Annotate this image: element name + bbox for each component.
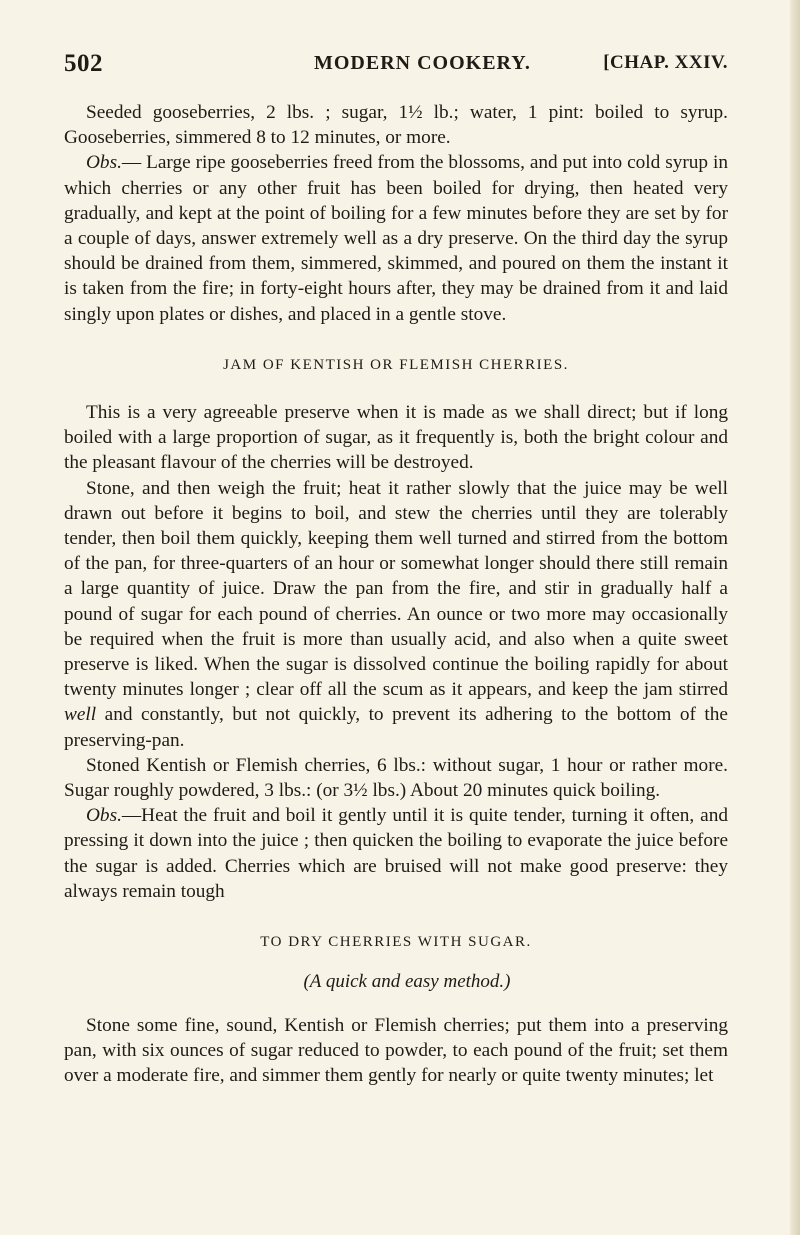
jam-method-paragraph — [64, 476, 728, 753]
jam-method-text-a: Stone, and then weigh the fruit; heat it rather slowly that the juice may be well drawn out before it begins to boil, and stew the cherries until they are tolerably tender, then boil them quickly, keeping them well turned and stirred from the bottom of the pan, for three-quarters of an hour or somewhat longer should there still remain a large quantity of juice. Draw the pan from the fire, and stir in gradually half a pound of sugar for each pound of cherries. An ounce or two more may occasionally be required when the fruit is more than usually acid, and also when a quite sweet preserve is liked. When the sugar is dissolved continue the boiling rapidly for about twenty minutes longer ; clear off all the scum as it appears, and keep the jam stirred — [64, 477, 728, 701]
section-heading-jam: JAM OF KENTISH OR FLEMISH CHERRIES. — [223, 356, 569, 373]
dry-method-paragraph: Stone some fine, sound, Kentish or Flemish cherries; put them into a preserving pan, with six ounces of sugar reduced to powder, to each pound of the fruit; set them over a moderate fire, and simmer them gently for nearly or quite twenty minutes; let — [64, 1014, 728, 1086]
jam-observation — [64, 803, 728, 904]
obs-text: — Large ripe gooseberries freed from the blossoms, and put into cold syrup in which cherries or any other fruit has been boiled for drying, then heated very gradually, and kept at the point of boiling for a few minutes before they are set by for a couple of days, answer extremely well as a dry preserve. On the third day the syrup should be drained from them, simmered, skimmed, and poured on them the instant it is taken from the fire; in forty-eight hours after, they may be drained from it and laid singly upon plates or dishes, and placed in a gentle stove. — [64, 152, 728, 325]
gooseberry-observation — [64, 150, 728, 326]
jam-method-text-b: and constantly, but not quickly, to prevent its adhering to the bottom of the preserving-pan. — [64, 704, 728, 751]
section-subheading-dry: (A quick and easy method.) — [303, 971, 511, 993]
jam-intro-paragraph: This is a very agreeable preserve when it is made as we shall direct; but if long boiled with a large proportion of sugar, as it frequently is, both the bright colour and the pleasant flavour of the cherries will be destroyed. — [64, 402, 728, 474]
jam-recipe: Stoned Kentish or Flemish cherries, 6 lbs.: without sugar, 1 hour or rather more. Sugar roughly powdered, 3 lbs.: (or 3½ lbs.) About 20 minutes quick boiling. — [64, 754, 728, 802]
obs-text: —Heat the fruit and boil it gently until it is quite tender, turning it often, and pressing it down into the juice ; then quicken the boiling to evaporate the juice before the sugar is added. Cherries which are bruised will not make good preserve: they always remain tough — [64, 805, 728, 902]
page-edge-shadow — [790, 0, 800, 1235]
jam-method-emphasis: well — [64, 704, 97, 726]
page-number: 502 — [64, 50, 103, 77]
book-title: MODERN COOKERY. — [314, 52, 531, 74]
gooseberry-recipe: Seeded gooseberries, 2 lbs. ; sugar, 1½ lb.; water, 1 pint: boiled to syrup. Gooseberries, simmered 8 to 12 minutes, or more. — [64, 102, 728, 149]
obs-label: Obs. — [86, 152, 122, 174]
page-body — [64, 100, 728, 1088]
book-page — [64, 50, 728, 1088]
obs-label: Obs. — [86, 805, 122, 827]
running-header — [64, 50, 728, 90]
chapter-label: [CHAP. XXIV. — [603, 52, 728, 73]
section-heading-dry: TO DRY CHERRIES WITH SUGAR. — [260, 934, 532, 951]
